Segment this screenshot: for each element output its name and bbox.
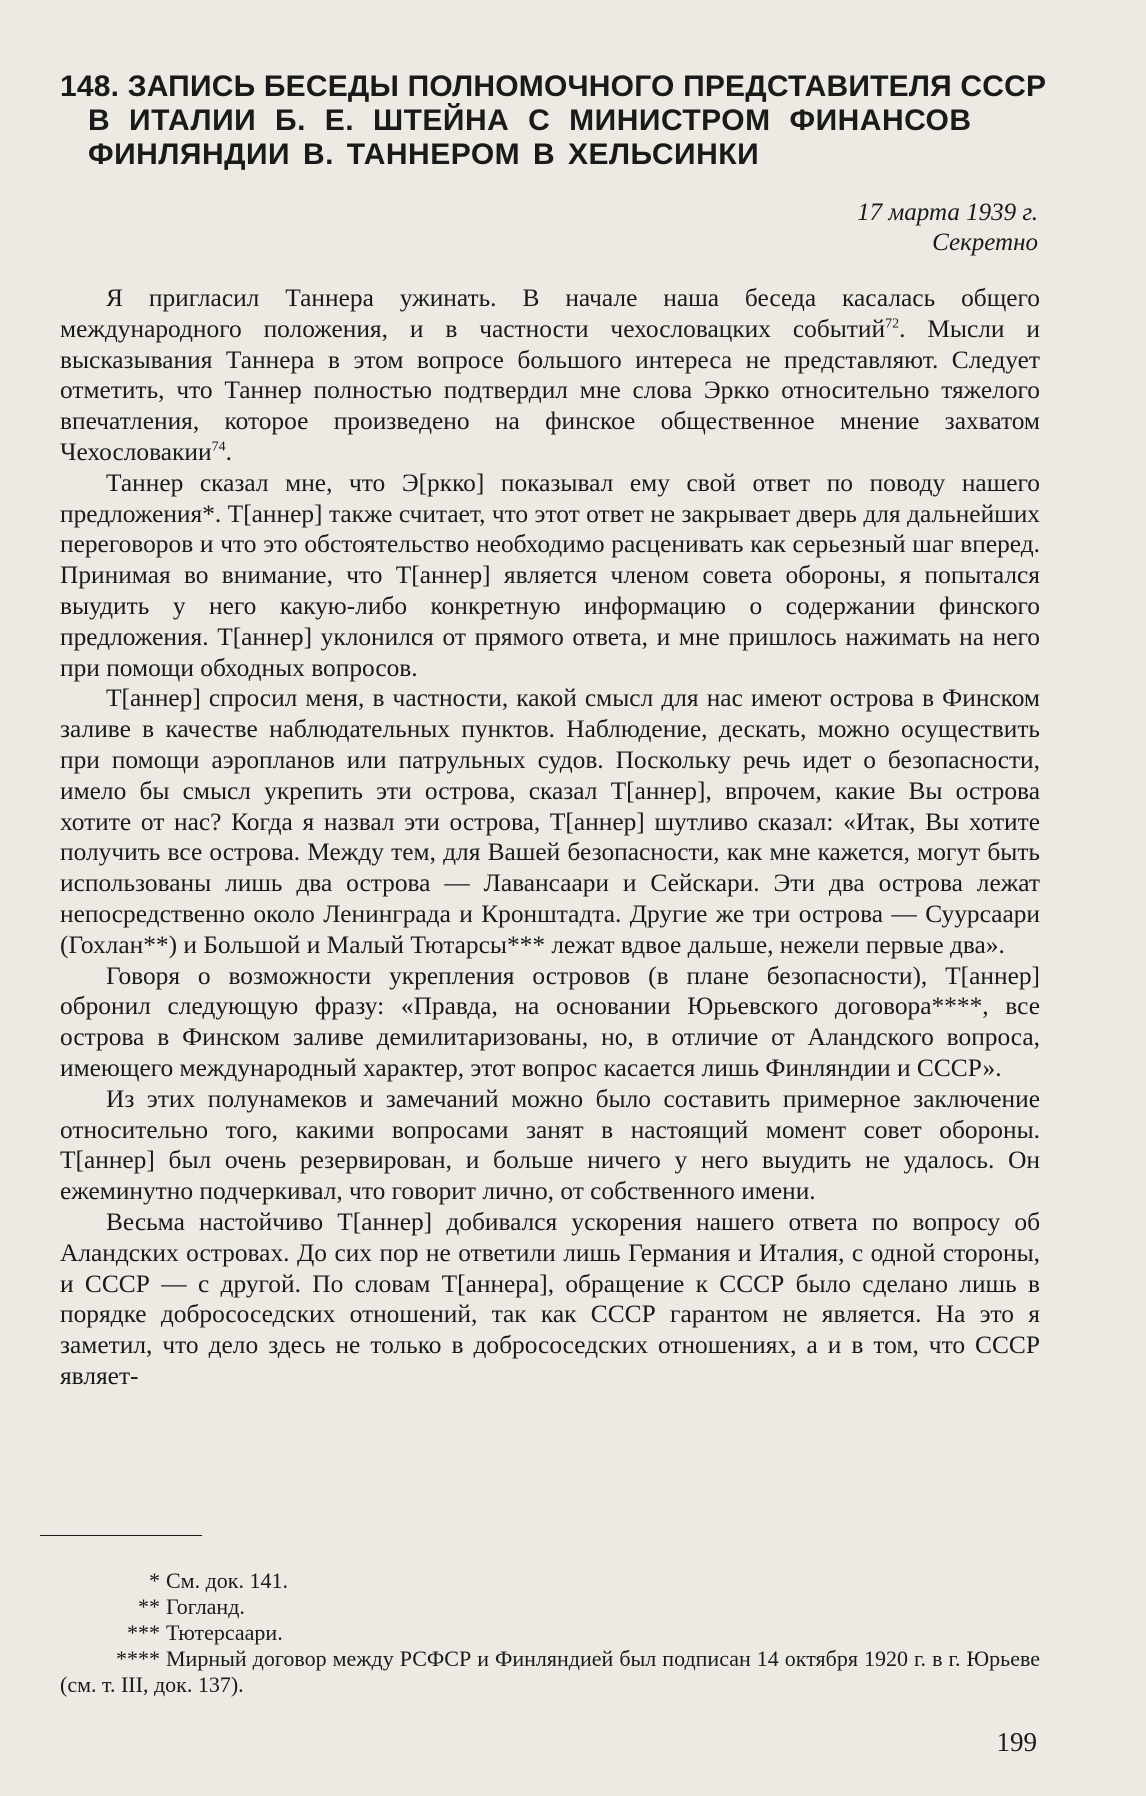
heading-line: ФИНЛЯНДИИ В. ТАННЕРОМ В ХЕЛЬСИНКИ: [88, 138, 760, 171]
paragraph-text: . Мысли и высказывания Таннера в этом вопросе большого интереса не представляют. Следует отметить, что Таннер полностью подтвердил мне слова Эркко относительно тяжелого впечатления, которое произведено на финское общественное мнение захватом Чехословакии: [60, 314, 1041, 466]
footnote-mark: ****: [116, 1646, 160, 1671]
footnote: [60, 1646, 1040, 1698]
footnote: [60, 1568, 1040, 1594]
reference-mark: 72: [885, 316, 900, 332]
paragraph: Весьма настойчиво Т[аннер] добивался ускорения нашего ответа по вопросу об Аландских островах. До сих пор не ответили лишь Германия и Италия, с одной стороны, и СССР — с другой. По словам Т[аннера], обращение к СССР было сделано лишь в порядке добрососедских отношений, так как СССР гарантом не является. На это я заметил, что дело здесь не только в добрососедских отношениях, а и в том, что СССР являет-: [60, 1207, 1040, 1390]
classification-label: Секретно: [932, 229, 1038, 256]
heading-line: 148. ЗАПИСЬ БЕСЕДЫ ПОЛНОМОЧНОГО ПРЕДСТАВИТЕЛЯ СССР: [60, 70, 1047, 103]
paragraph: [60, 283, 1040, 468]
document-body: [60, 283, 1040, 1392]
paragraph-text: Я пригласил Таннера ужинать. В начале наша беседа касалась общего международного положения, и в частности чехословацких событий: [60, 284, 1040, 343]
paragraph: Говоря о возможности укрепления островов (в плане безопасности), Т[аннер] обронил следующую фразу: «Правда, на основании Юрьевского договора****, все острова в Финском заливе демилитаризованы, но, в отличие от Аландского вопроса, имеющего международный характер, этот вопрос касается лишь Финляндии и СССР».: [60, 961, 1040, 1082]
footnote-text: См. док. 141.: [166, 1568, 288, 1593]
paragraph-text: .: [225, 437, 232, 466]
footnote-divider: [40, 1535, 202, 1536]
page-number: 199: [996, 1727, 1037, 1757]
document-date: 17 марта 1939 г.: [857, 199, 1038, 226]
footnotes: [60, 1568, 1040, 1698]
paragraph: Таннер сказал мне, что Э[ркко] показывал ему свой ответ по поводу нашего предложения*. Т[аннер] также считает, что этот ответ не закрывает дверь для дальнейших переговоров и что это обстоятельство необходимо расценивать как серьезный шаг вперед. Принимая во внимание, что Т[аннер] является членом совета обороны, я попытался выудить у него какую-либо конкретную информацию о содержании финского предложения. Т[аннер] уклонился от прямого ответа, и мне пришлось нажимать на него при помощи обходных вопросов.: [60, 468, 1040, 682]
heading-line: В ИТАЛИИ Б. Е. ШТЕЙНА С МИНИСТРОМ ФИНАНСОВ: [88, 104, 972, 137]
document-meta: [857, 198, 1038, 258]
footnote-mark: **: [138, 1594, 160, 1619]
footnote-mark: *: [149, 1568, 160, 1593]
paragraph: Т[аннер] спросил меня, в частности, какой смысл для нас имеют острова в Финском заливе в качестве наблюдательных пунктов. Наблюдение, дескать, можно осуществить при помощи аэропланов или патрульных судов. Поскольку речь идет о безопасности, имело бы смысл укрепить эти острова, сказал Т[аннер], впрочем, какие Вы острова хотите от нас? Когда я назвал эти острова, Т[аннер] шутливо сказал: «Итак, Вы хотите получить все острова. Между тем, для Вашей безопасности, как мне кажется, могут быть использованы лишь два острова — Лавансаари и Сейскари. Эти два острова лежат непосредственно около Ленинграда и Кронштадта. Другие же три острова — Суурсаари (Гохлан**) и Большой и Малый Тютарсы*** лежат вдвое дальше, нежели первые два».: [60, 684, 1040, 959]
footnote: [60, 1594, 1040, 1620]
footnote: [60, 1620, 1040, 1646]
footnote-text: Тютерсаари.: [166, 1620, 283, 1645]
footnote-text: Гогланд.: [166, 1594, 245, 1619]
document-heading: [60, 70, 1060, 172]
footnote-text: Мирный договор между РСФСР и Финляндией был подписан 14 октября 1920 г. в г. Юрьеве (см. т. III, док. 137).: [60, 1646, 1040, 1697]
footnote-mark: ***: [127, 1620, 160, 1645]
paragraph: Из этих полунамеков и замечаний можно было составить примерное заключение относительно того, какими вопросами занят в настоящий момент совет обороны. Т[аннер] был очень резервирован, и больше ничего у него выудить не удалось. Он ежеминутно подчеркивал, что говорит лично, от собственного имени.: [60, 1084, 1040, 1206]
reference-mark: 74: [211, 439, 226, 455]
